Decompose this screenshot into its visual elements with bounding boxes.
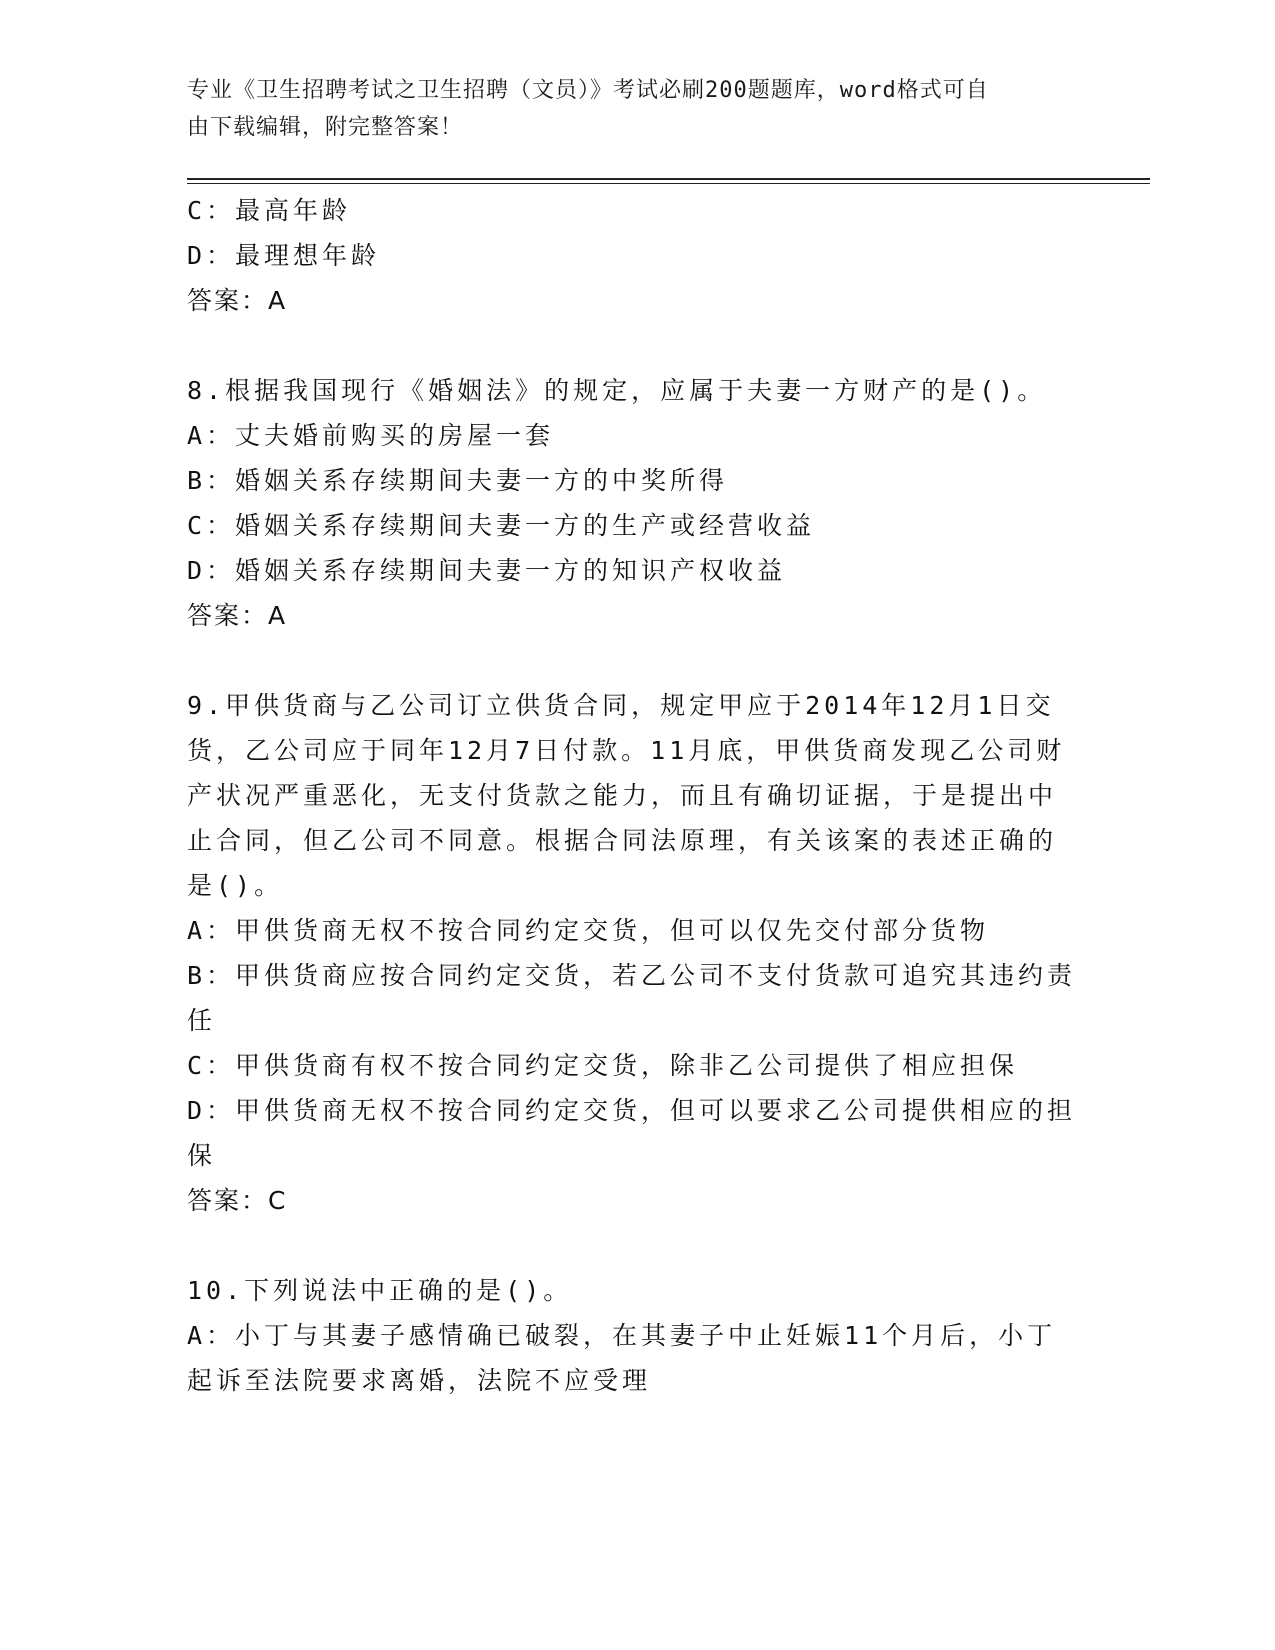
spacer [187, 638, 1087, 683]
option-d-line: 保 [187, 1141, 217, 1170]
option-a: A：甲供货商无权不按合同约定交货，但可以仅先交付部分货物 [187, 916, 990, 945]
question-stem-line: 货，乙公司应于同年12月7日付款。11月底，甲供货商发现乙公司财 [187, 736, 1066, 765]
option-b-line: 任 [187, 1006, 217, 1035]
option-d: D：最理想年龄 [187, 241, 381, 270]
answer-line: 答案：A [187, 601, 288, 630]
question-10 [187, 1268, 1087, 1403]
document-body [187, 188, 1087, 1403]
question-stem-line: 止合同，但乙公司不同意。根据合同法原理，有关该案的表述正确的 [187, 826, 1058, 855]
document-header [187, 72, 1067, 146]
header-line-1: 专业《卫生招聘考试之卫生招聘（文员）》考试必刷200题题库，word格式可自 [187, 78, 989, 103]
header-divider-thick [187, 178, 1150, 180]
option-b: B：婚姻关系存续期间夫妻一方的中奖所得 [187, 466, 729, 495]
question-stem-line: 是()。 [187, 871, 284, 900]
spacer [187, 1223, 1087, 1268]
header-line-2: 由下载编辑，附完整答案！ [187, 115, 464, 140]
spacer [187, 323, 1087, 368]
option-c: C：最高年龄 [187, 196, 352, 225]
option-a-line: A：小丁与其妻子感情确已破裂，在其妻子中止妊娠11个月后，小丁 [187, 1321, 1057, 1350]
header-divider-thin [187, 183, 1150, 184]
option-c: C：甲供货商有权不按合同约定交货，除非乙公司提供了相应担保 [187, 1051, 1019, 1080]
question-stem-line: 产状况严重恶化，无支付货款之能力，而且有确切证据，于是提出中 [187, 781, 1058, 810]
option-c: C：婚姻关系存续期间夫妻一方的生产或经营收益 [187, 511, 816, 540]
question-8 [187, 368, 1087, 638]
question-stem-line: 9.甲供货商与乙公司订立供货合同，规定甲应于2014年12月1日交 [187, 691, 1055, 720]
question-7-tail [187, 188, 1087, 323]
option-d-line: D：甲供货商无权不按合同约定交货，但可以要求乙公司提供相应的担 [187, 1096, 1077, 1125]
question-stem: 10.下列说法中正确的是()。 [187, 1276, 573, 1305]
question-stem: 8.根据我国现行《婚姻法》的规定，应属于夫妻一方财产的是()。 [187, 376, 1047, 405]
option-d: D：婚姻关系存续期间夫妻一方的知识产权收益 [187, 556, 787, 585]
answer-line: 答案：C [187, 1186, 288, 1215]
option-a: A：丈夫婚前购买的房屋一套 [187, 421, 555, 450]
option-b-line: B：甲供货商应按合同约定交货，若乙公司不支付货款可追究其违约责 [187, 961, 1077, 990]
answer-line: 答案：A [187, 286, 288, 315]
question-9 [187, 683, 1087, 1223]
option-a-line: 起诉至法院要求离婚，法院不应受理 [187, 1366, 652, 1395]
